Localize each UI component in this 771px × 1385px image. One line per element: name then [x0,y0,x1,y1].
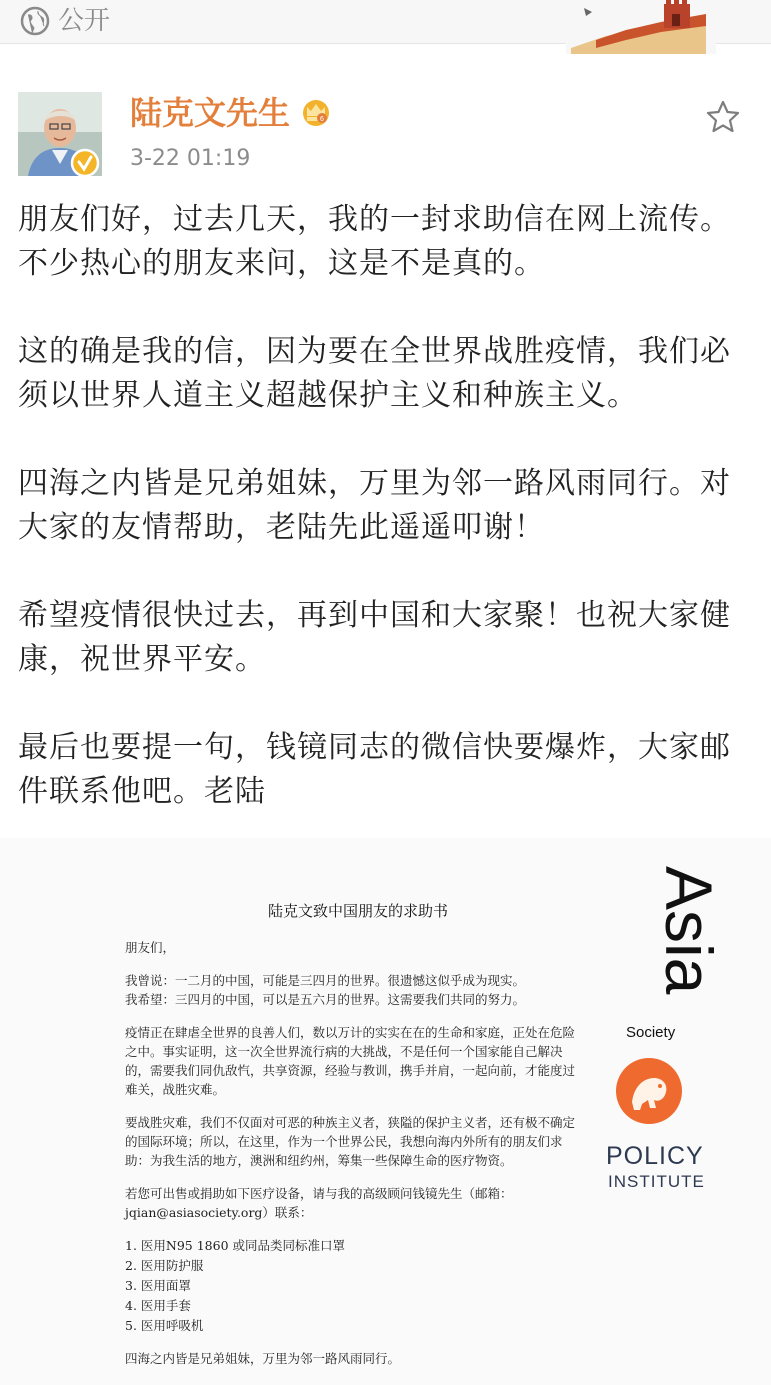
letter-paragraph: 疫情正在肆虐全世界的良善人们，数以万计的实实在在的生命和家庭，正处在危险之中。事实证明，这一次全世界流行病的大挑战，不是任何一个国家能自己解决的，需要我们同仇敌忾，共享资源，经验与教训，携手并肩，一起向前，才能度过难关，战胜灾难。 [125,1025,576,1097]
list-item: 3. 医用面罩 [125,1278,191,1293]
post-paragraph: 最后也要提一句，钱镜同志的微信快要爆炸，大家邮件联系他吧。老陆 [18,730,731,809]
visibility-indicator[interactable] [20,6,110,36]
society-label: Society [626,1024,676,1041]
letter-line: 我希望：三四月的中国，可以是五六月的世界。这需要我们共同的努力。 [125,992,526,1007]
great-wall-banner [566,0,716,54]
letter-title: 陆克文致中国朋友的求助书 [268,902,449,920]
asia-logo-text: Asia [652,866,726,995]
post-paragraph: 希望疫情很快过去，再到中国和大家聚！也祝大家健康，祝世界平安。 [18,598,731,677]
list-item: 5. 医用呼吸机 [125,1318,204,1333]
author-name[interactable]: 陆克文先生 [130,94,291,132]
letter-line: 我曾说：一二月的中国，可能是三四月的世界。很遗憾这似乎成为现实。 [125,973,526,988]
letter-text [125,938,585,1382]
top-bar [0,0,771,44]
star-outline-icon[interactable] [704,98,742,136]
crown-icon[interactable] [300,96,332,128]
svg-text:6: 6 [320,116,324,123]
letter-paragraph: 四海之内皆是兄弟姐妹，万里为邻一路风雨同行。 [125,1351,401,1366]
asia-society-logo [622,866,726,1026]
globe-icon [20,6,50,36]
letter-paragraph: 要战胜灾难，我们不仅面对可恶的种族主义者，狭隘的保护主义者，还有极不确定的国际环境；所以，在这里，作为一个世界公民，我想向海内外所有的朋友们求助：为我生活的地方，澳洲和纽约州，筹集一些保障生命的医疗物资。 [125,1115,576,1168]
list-item: 1. 医用N95 1860 或同品类同标准口罩 [125,1238,346,1253]
list-item: 2. 医用防护服 [125,1258,204,1273]
post-timestamp: 3-22 01:19 [130,146,251,171]
list-item: 4. 医用手套 [125,1298,191,1313]
policy-label: POLICY [606,1142,704,1170]
post-body [18,198,758,858]
attached-letter-image[interactable] [0,838,771,1385]
post-paragraph: 这的确是我的信，因为要在全世界战胜疫情，我们必须以世界人道主义超越保护主义和种族主义。 [18,334,731,413]
post-paragraph: 四海之内皆是兄弟姐妹，万里为邻一路风雨同行。对大家的友情帮助，老陆先此遥遥叩谢！ [18,466,731,545]
verified-icon [70,148,100,178]
letter-paragraph: 若您可出售或捐助如下医疗设备，请与我的高级顾问钱镜先生（邮箱：jqian@asiasociety.org）联系： [125,1186,513,1220]
post-paragraph: 朋友们好，过去几天，我的一封求助信在网上流传。不少热心的朋友来问，这是不是真的。 [18,202,731,281]
visibility-label: 公开 [58,6,111,36]
letter-greeting: 朋友们， [125,940,176,955]
supply-list [125,1236,585,1335]
lion-seal-icon [614,1056,684,1126]
institute-label: INSTITUTE [608,1172,705,1191]
